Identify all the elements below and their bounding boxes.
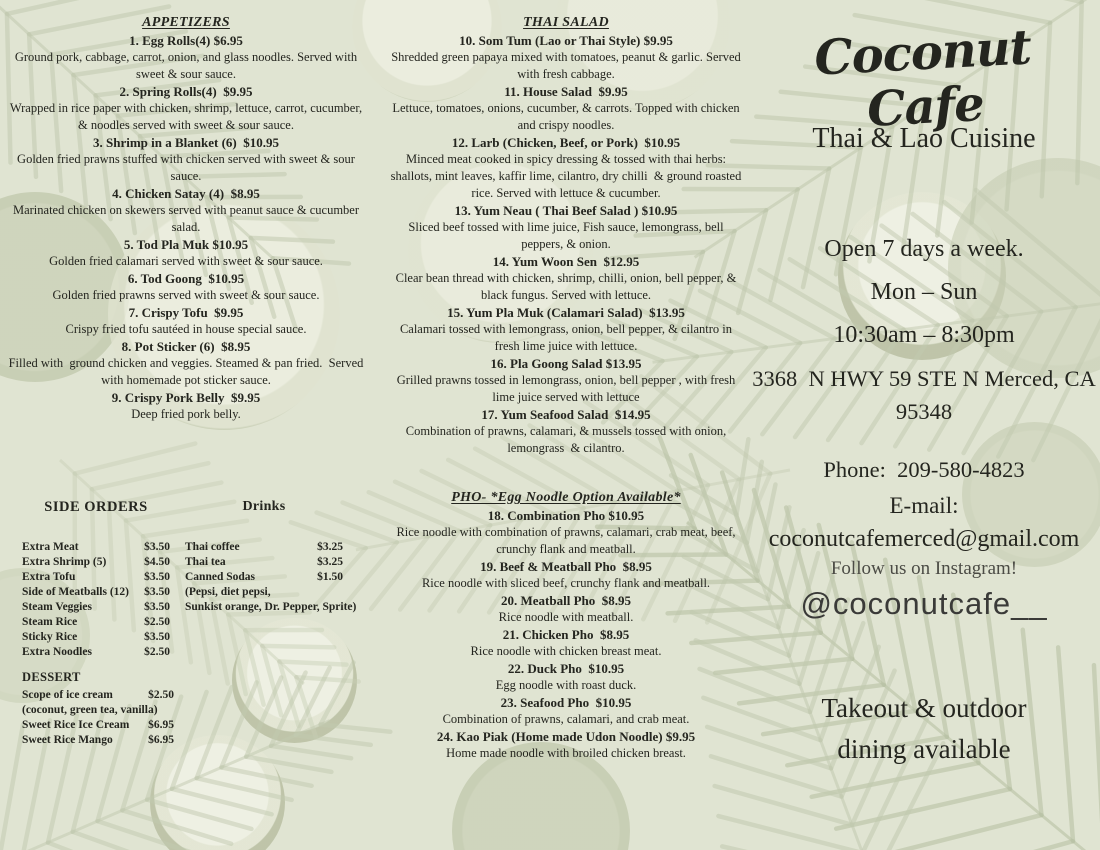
- drinks-title: Drinks: [242, 499, 286, 514]
- menu-item-name: 8. Pot Sticker (6) $8.95: [121, 339, 251, 354]
- text-line: Sunkist orange, Dr. Pepper, Sprite): [185, 601, 357, 613]
- menu-item: [386, 507, 746, 558]
- menu-item-desc: Grilled prawns tossed in lemongrass, onion, bell pepper , with fresh lime juice served with lettuce: [396, 373, 739, 404]
- text-line: 95348: [895, 399, 953, 424]
- menu-item-desc: Shredded green papaya mixed with tomatoes, peanut & garlic. Served with fresh cabbage.: [391, 50, 744, 81]
- price-row: [185, 555, 343, 570]
- menu-item-desc: Filled with ground chicken and veggies. Steamed & pan fried. Served with homemade pot sticker sauce.: [8, 356, 367, 387]
- menu-item: [386, 694, 746, 728]
- menu-item-desc: Clear bean thread with chicken, shrimp, chilli, onion, bell pepper, & black fungus. Served with lettuce.: [395, 271, 740, 302]
- menu-item: [8, 134, 364, 185]
- price-row: [22, 540, 170, 555]
- drinks-note: [185, 585, 357, 615]
- menu-item-name: 12. Larb (Chicken, Beef, or Pork) $10.95: [451, 135, 681, 150]
- dessert-title: DESSERT: [22, 670, 81, 684]
- item-label: (coconut, green tea, vanilla): [22, 704, 158, 716]
- item-label: Sticky Rice: [22, 631, 78, 643]
- menu-item-desc: Lettuce, tomatoes, onions, cucumber, & carrots. Topped with chicken and crispy noodles.: [392, 101, 743, 132]
- appetizers-title: APPETIZERS: [142, 15, 230, 30]
- price-row: [22, 570, 170, 585]
- appetizers-list: [8, 32, 367, 423]
- price-row: [22, 718, 174, 733]
- instagram-handle: @coconutcafe__: [800, 586, 1048, 621]
- price-row: [22, 703, 174, 718]
- menu-item: [386, 592, 746, 626]
- menu-item-name: 2. Spring Rolls(4) $9.95: [119, 84, 253, 99]
- menu-item: [8, 236, 364, 270]
- price-row: [22, 733, 174, 748]
- email-address: coconutcafemerced@gmail.com: [768, 526, 1080, 552]
- item-label: Sweet Rice Mango: [22, 734, 113, 746]
- dessert-list: [22, 688, 174, 748]
- text-line: 3368 N HWY 59 STE N Merced, CA: [752, 366, 1096, 391]
- menu-item-desc: Marinated chicken on skewers served with peanut sauce & cucumber salad.: [12, 203, 363, 234]
- thai-salad-list: [386, 32, 746, 457]
- menu-item: [8, 83, 364, 134]
- text-line: dining available: [837, 734, 1011, 764]
- menu-item-name: 15. Yum Pla Muk (Calamari Salad) $13.95: [447, 305, 685, 320]
- menu-item-name: 24. Kao Piak (Home made Udon Noodle) $9.95: [436, 729, 696, 744]
- menu-item-name: 13. Yum Neau ( Thai Beef Salad ) $10.95: [454, 203, 678, 218]
- price-row: [22, 585, 170, 600]
- item-price: $2.50: [144, 616, 170, 628]
- phone-number: Phone: 209-580-4823: [823, 457, 1025, 482]
- menu-item-desc: Sliced beef tossed with lime juice, Fish sauce, lemongrass, bell peppers, & onion.: [408, 220, 727, 251]
- menu-item: [8, 338, 367, 389]
- item-price: $3.25: [317, 556, 343, 568]
- menu-item-name: 23. Seafood Pho $10.95: [500, 695, 632, 710]
- dessert-section: [22, 668, 174, 748]
- item-label: Steam Veggies: [22, 601, 92, 613]
- item-price: $4.50: [144, 556, 170, 568]
- menu-item-desc: Golden fried prawns served with sweet & sour sauce.: [52, 288, 320, 302]
- item-label: Sweet Rice Ice Cream: [22, 719, 130, 731]
- menu-item: [8, 32, 364, 83]
- instagram-follow-text: Follow us on Instagram!: [830, 558, 1018, 579]
- menu-item-name: 1. Egg Rolls(4) $6.95: [129, 33, 243, 48]
- menu-item: [386, 134, 746, 202]
- item-label: Thai coffee: [185, 541, 240, 553]
- menu-item-name: 22. Duck Pho $10.95: [507, 661, 625, 676]
- menu-item-desc: Egg noodle with roast duck.: [495, 678, 637, 692]
- item-label: Extra Shrimp (5): [22, 556, 107, 568]
- item-label: Extra Tofu: [22, 571, 76, 583]
- hours-block: [752, 228, 1096, 357]
- text-line: Open 7 days a week.: [824, 236, 1024, 262]
- item-price: $6.95: [148, 734, 174, 746]
- item-price: $3.50: [144, 601, 170, 613]
- menu-item-name: 17. Yum Seafood Salad $14.95: [481, 407, 651, 422]
- menu-item-desc: Calamari tossed with lemongrass, onion, bell pepper, & cilantro in fresh lime juice with lettuce.: [399, 322, 736, 353]
- menu-item-desc: Combination of prawns, calamari, & mussels tossed with onion, lemongrass & cilantro.: [405, 424, 730, 455]
- menu-item-name: 19. Beef & Meatball Pho $8.95: [480, 559, 652, 574]
- menu-item-name: 7. Crispy Tofu $9.95: [128, 305, 244, 320]
- menu-item-desc: Ground pork, cabbage, carrot, onion, and glass noodles. Served with sweet & sour sauce.: [14, 50, 361, 81]
- item-label: Steam Rice: [22, 616, 78, 628]
- drinks-list: [185, 540, 343, 585]
- item-price: $6.95: [148, 719, 174, 731]
- item-label: Canned Sodas: [185, 571, 255, 583]
- menu-item-desc: Rice noodle with chicken breast meat.: [470, 644, 662, 658]
- item-label: Extra Noodles: [22, 646, 92, 658]
- price-row: [22, 645, 170, 660]
- item-price: $3.50: [144, 541, 170, 553]
- menu-item: [8, 304, 364, 338]
- item-label: Thai tea: [185, 556, 226, 568]
- menu-item-desc: Golden fried prawns stuffed with chicken served with sweet & sour sauce.: [17, 152, 359, 183]
- menu-item-name: 21. Chicken Pho $8.95: [502, 627, 630, 642]
- item-price: $3.50: [144, 586, 170, 598]
- pho-title: PHO- *Egg Noodle Option Available*: [451, 490, 681, 505]
- menu-item: [8, 185, 364, 236]
- price-row: [22, 555, 170, 570]
- menu-item-desc: Home made noodle with broiled chicken breast.: [446, 746, 686, 760]
- side-orders-title: SIDE ORDERS: [44, 499, 148, 515]
- menu-item-name: 16. Pla Goong Salad $13.95: [490, 356, 642, 371]
- item-price: $2.50: [144, 646, 170, 658]
- menu-item-desc: Wrapped in rice paper with chicken, shrimp, lettuce, carrot, cucumber, & noodles served with sweet & sour sauce.: [9, 101, 366, 132]
- email-label: E-mail:: [889, 493, 959, 518]
- address-block: [752, 362, 1096, 428]
- menu-item-desc: Minced meat cooked in spicy dressing & tossed with thai herbs: shallots, mint leaves, kaffir lime, cilantro, dry chilli & ground roasted rice. Served with lettuce & cucumber.: [390, 152, 745, 200]
- menu-item: [386, 626, 746, 660]
- menu-item-name: 14. Yum Woon Sen $12.95: [492, 254, 640, 269]
- restaurant-logo: Coconut Cafe: [813, 19, 1033, 138]
- item-price: $1.50: [317, 571, 343, 583]
- price-row: [22, 630, 170, 645]
- price-row: [185, 570, 343, 585]
- price-row: [22, 688, 174, 703]
- text-line: 10:30am – 8:30pm: [833, 322, 1015, 348]
- text-line: Mon – Sun: [870, 279, 978, 305]
- pho-section: [386, 489, 746, 762]
- menu-item: [386, 202, 746, 253]
- menu-item-desc: Crispy fried tofu sautéed in house special sauce.: [65, 322, 307, 336]
- menu-item: [386, 355, 746, 406]
- menu-item-name: 20. Meatball Pho $8.95: [501, 593, 631, 608]
- menu-item-name: 11. House Salad $9.95: [504, 84, 628, 99]
- takeout-block: [752, 688, 1096, 770]
- menu-item-desc: Combination of prawns, calamari, and crab meat.: [442, 712, 690, 726]
- menu-item-desc: Rice noodle with sliced beef, crunchy flank and meatball.: [421, 576, 711, 590]
- item-label: Side of Meatballs (12): [22, 586, 130, 598]
- menu-item-name: 9. Crispy Pork Belly $9.95: [111, 390, 261, 405]
- menu-item-desc: Rice noodle with combination of prawns, calamari, crab meat, beef, crunchy flank and meatball.: [396, 525, 739, 556]
- item-price: $3.50: [144, 631, 170, 643]
- menu-item-name: 18. Combination Pho $10.95: [487, 508, 645, 523]
- menu-item: [386, 253, 746, 304]
- item-price: $3.50: [144, 571, 170, 583]
- item-price: $2.50: [148, 689, 174, 701]
- text-line: (Pepsi, diet pepsi,: [185, 586, 271, 598]
- menu-item-desc: Deep fried pork belly.: [131, 407, 241, 421]
- price-row: [22, 600, 170, 615]
- side-orders-section: [22, 498, 170, 660]
- menu-item: [386, 304, 746, 355]
- thai-salad-title: THAI SALAD: [523, 15, 609, 30]
- menu-item-desc: Golden fried calamari served with sweet & sour sauce.: [49, 254, 323, 268]
- item-label: Extra Meat: [22, 541, 79, 553]
- menu-item-name: 3. Shrimp in a Blanket (6) $10.95: [93, 135, 279, 150]
- thai-salad-section: [386, 14, 746, 457]
- menu-item: [386, 660, 746, 694]
- menu-item: [386, 83, 746, 134]
- menu-item-name: 6. Tod Goong $10.95: [127, 271, 245, 286]
- text-line: Takeout & outdoor: [821, 693, 1027, 723]
- menu-item: [386, 406, 746, 457]
- appetizers-section: [8, 14, 367, 423]
- item-price: $3.25: [317, 541, 343, 553]
- price-row: [185, 540, 343, 555]
- pho-list: [386, 507, 746, 762]
- item-label: Scope of ice cream: [22, 689, 113, 701]
- menu-item: [386, 728, 746, 762]
- menu-item-name: 4. Chicken Satay (4) $8.95: [112, 186, 260, 201]
- drinks-section: [185, 498, 357, 615]
- menu-item: [386, 32, 746, 83]
- menu-item-name: 5. Tod Pla Muk $10.95: [123, 237, 249, 252]
- cuisine-subtitle: Thai & Lao Cuisine: [812, 123, 1036, 154]
- menu-item-desc: Rice noodle with meatball.: [498, 610, 634, 624]
- price-row: [22, 615, 170, 630]
- menu-item: [8, 270, 364, 304]
- menu-item-name: 10. Som Tum (Lao or Thai Style) $9.95: [459, 33, 673, 48]
- side-orders-list: [22, 540, 170, 660]
- menu-item: [8, 389, 364, 423]
- menu-item: [386, 558, 746, 592]
- info-column: [752, 0, 1096, 850]
